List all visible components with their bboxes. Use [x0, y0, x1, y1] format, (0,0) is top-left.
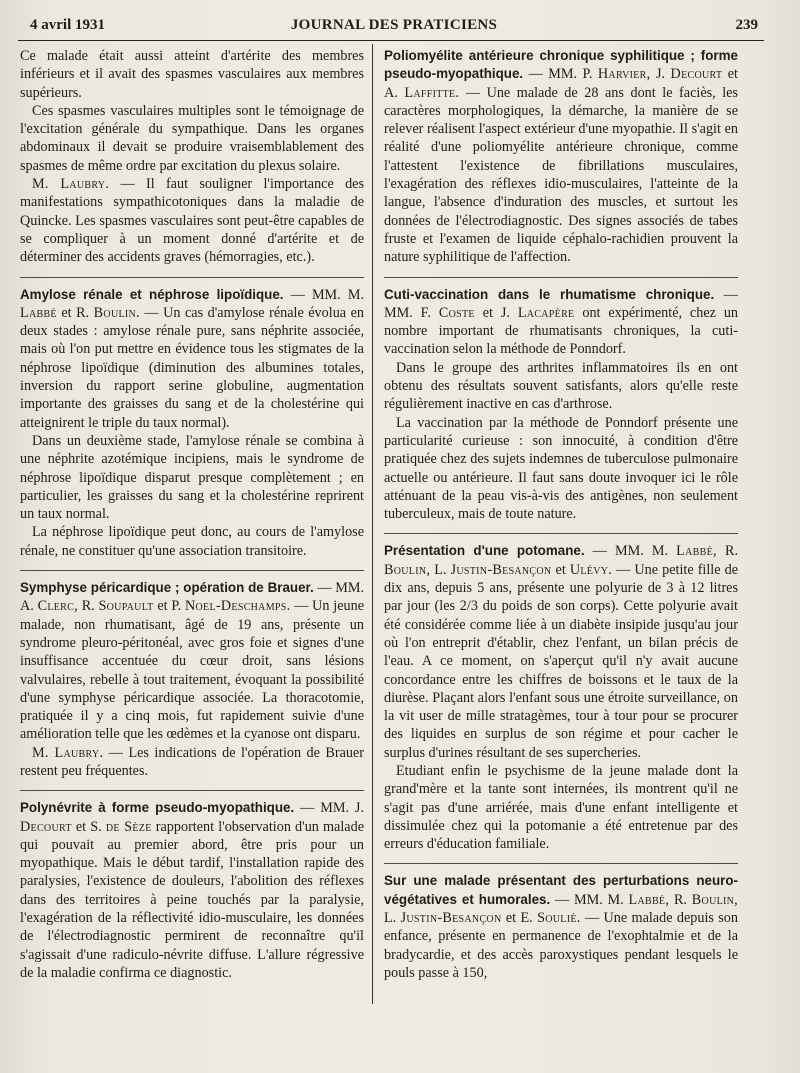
article-lead: Symphyse péricardique ; opération de Brauer. — MM. A. Clerc, R. Soupault et P. Noel-Deschamps. — Un jeune malade, non rhumatisant, âgé de 19 ans, présente un syndrome pleuro-péritonéal, avec gros foie et signes d'une insuffisance accentuée du cœur droit, sans lésions valvulaires, rebelle à tout traitement, évoquant la possibilité d'une symphyse péricardique associée. La thoracotomie, pratiquée il y a cinq mois, fut rapidement suivie d'une amélioration telle que les œdèmes et la cyanose ont disparu.: [20, 580, 365, 743]
author-name: Noel-Deschamps.: [184, 598, 291, 615]
article-poliomyelite: [384, 47, 738, 267]
article-title: Symphyse péricardique ; opération de Brauer.: [20, 580, 314, 596]
article-separator: [384, 277, 738, 278]
article-lead: Amylose rénale et néphrose lipoïdique. — MM. M. Labbé et R. Boulin. — Un cas d'amylose rénale évolua en deux stades : amylose rénale pure, sans néphrite associée, mais où l'on put mettre en évidence tous les stigmates de la néphrose lipoïdique (diminution des albumines totales, inversion du rapport serine globuline, augmentation importante des graisses du sang et de la cholestérine qui atteignirent le triple du taux normal).: [20, 286, 364, 431]
paragraph: M. Laubry. — Les indications de l'opération de Brauer restent peu fréquentes.: [20, 744, 365, 779]
article-symphyse: [20, 579, 364, 780]
article-separator: [20, 277, 364, 278]
article-title: Amylose rénale et néphrose lipoïdique.: [20, 286, 284, 302]
article-continued: [20, 47, 364, 267]
issue-date: 4 avril 1931: [30, 17, 105, 33]
author-name: Coste: [438, 304, 475, 321]
author-name: Laffitte.: [404, 84, 460, 101]
column-divider: [372, 44, 373, 1004]
author-name: de Sèze: [105, 818, 152, 835]
paragraph: Ce malade était aussi atteint d'artérite des membres inférieurs et il avait des spasmes vasculaires aux membres supérieurs.: [20, 48, 364, 101]
speaker-name: M. Laubry.: [32, 744, 104, 761]
journal-title: JOURNAL DES PRATICIENS: [290, 17, 498, 33]
article-lead: Poliomyélite antérieure chronique syphilitique ; forme pseudo-myopathique. — MM. P. Harvier, J. Decourt et A. Laffitte. — Une malade de 28 ans dont le faciès, les caractères morphologiques, la démarche, la manière de se relever réalisent l'aspect extérieur d'une myopathie. Il s'agit en réalité d'une poliomyélite antérieure chronique, comme l'attestent l'existence de fibrillations musculaires, l'exagération des réflexes idio-musculaires, l'atteinte de la langue, l'absence d'induration des muscles, et surtout les données de l'électrodiagnostic. Des signes associés de tabes fruste et l'examen de liquide céphalo-rachidien prouvent la nature syphilitique de l'affection.: [384, 48, 739, 266]
author-name: Boulin.: [93, 304, 140, 321]
left-column: [20, 47, 364, 992]
article-title: Cuti-vaccination dans le rhumatisme chronique.: [384, 286, 715, 302]
author-name: Boulin,: [384, 561, 431, 578]
author-name: Decourt: [670, 66, 723, 83]
author-name: Ulévy.: [569, 561, 613, 578]
paragraph: Etudiant enfin le psychisme de la jeune malade dont la grand'mère et la tante sont internées, ils montrent qu'il ne s'agit pas d'une arriérée, mais d'une enfant intelligente et dissimulée chez qui la potomanie a été entretenue par des erreurs d'éducation familiale.: [384, 762, 738, 853]
author-name: Labbé,: [628, 891, 670, 908]
paragraph: Dans le groupe des arthrites inflammatoires ils en ont obtenu des résultats souvent satisfants, alors qu'elle reste régulièrement inactive en cas d'arthrose.: [384, 359, 738, 413]
article-polynevrite: [20, 799, 364, 982]
author-name: Decourt: [20, 818, 72, 835]
article-title: Polynévrite à forme pseudo-myopathique.: [20, 800, 295, 816]
article-amylose: [20, 286, 364, 560]
paragraph: Ces spasmes vasculaires multiples sont le témoignage de l'excitation générale du sympathique. Dans les organes abdominaux il devait se produire vraisemblablement des spasmes de même ordre par excitation du plexus solaire.: [20, 102, 364, 174]
author-name: Boulin,: [691, 891, 738, 908]
article-title: Poliomyélite antérieure chronique syphilitique ; forme pseudo-myopathique.: [384, 48, 738, 82]
article-separator: [384, 863, 738, 864]
article-title: Sur une malade présentant des perturbations neuro-végétatives et humorales.: [384, 873, 738, 907]
article-title: Présentation d'une potomane.: [384, 543, 585, 559]
paragraph: La vaccination par la méthode de Ponndorf présente une particularité curieuse : son innocuité, à condition d'être pratiquée chez des sujets indemnes de tuberculose pulmonaire actuelle ou antérieure. Il faut sans doute invoquer ici le rôle atténuant de la peau vis-à-vis des antigènes, non seulement tuberculeux, mais de toute nature.: [384, 414, 738, 523]
paragraph: M. Laubry. — Il faut souligner l'importance des manifestations sympathicotoniques dans la maladie de Quincke. Les spasmes vasculaires sont peut-être capables de se compliquer à un moment donné d'artérite et de déterminer des accidents graves (hémorragies, etc.).: [20, 176, 364, 266]
author-name: Clerc,: [37, 598, 78, 615]
article-separator: [20, 570, 364, 571]
article-lead: Présentation d'une potomane. — MM. M. Labbé, R. Boulin, L. Justin-Besançon et Ulévy. — Une petite fille de dix ans, depuis 5 ans, présente une polyurie de 3 à 12 litres par jour (les 2/3 du poids de son corps). Cette polyurie avait été considérée comme liée à un diabète insipide jusqu'au jour où l'on entreprit d'établir, chez l'enfant, un bilan précis de l'eau. A ce moment, on s'aperçut qu'il n'y avait aucune concordance entre les chiffres de boissons et le taux de la diurèse. Plaçant alors l'enfant sous une étroite surveillance, on la vit user de mille stratagèmes, tour à tour pour se procurer des liquides en surplus de son régime et pour cacher le surplus d'urines résultant de ses supercheries.: [384, 543, 738, 761]
right-column: [384, 47, 738, 992]
page-number: 239: [735, 17, 758, 33]
article-separator: [20, 790, 364, 791]
author-name: Harvier,: [597, 66, 651, 83]
header-rule: [18, 40, 764, 41]
author-name: Labbé,: [676, 543, 717, 560]
article-potomane: [384, 542, 738, 853]
author-name: Soulié.: [537, 910, 581, 927]
author-name: Lacapère: [517, 304, 575, 321]
article-cuti-vaccination: [384, 286, 738, 524]
article-lead: Sur une malade présentant des perturbations neuro-végétatives et humorales. — MM. M. Labbé, R. Boulin, L. Justin-Besançon et E. Soulié. — Une malade depuis son enfance, présente en permanence de l'exophtalmie et de la bradycardie, et des accès paroxystiques pendant lesquels le pouls passe à 150,: [384, 873, 738, 981]
author-name: Justin-Besançon: [450, 561, 552, 578]
running-head: [30, 17, 758, 39]
author-name: Soupault: [98, 598, 154, 615]
article-separator: [384, 533, 738, 534]
author-name: Justin-Besançon: [400, 910, 502, 927]
author-name: Labbé: [20, 304, 57, 321]
article-lead: Polynévrite à forme pseudo-myopathique. — MM. J. Decourt et S. de Sèze rapportent l'observation d'un malade qui pouvait au premier abord, être pris pour un myopathique. Mais le début tardif, l'installation rapide des paralysies, l'existence de douleurs, l'abolition des réflexes dans des territoires à peine touchés par la paralysie, l'exagération de la réflectivité idio-musculaire, les données de l'électrodiagnostic permirent de reconnaître qu'il s'agissait d'une radiculo-névrite diffuse. L'allure régressive de la maladie confirma ce diagnostic.: [20, 800, 364, 981]
paragraph: La néphrose lipoïdique peut donc, au cours de l'amylose rénale, ne constituer qu'une association transitoire.: [20, 524, 364, 559]
article-lead: Cuti-vaccination dans le rhumatisme chronique. — MM. F. Coste et J. Lacapère ont expérimenté, chez un nombre important de rhumatisants chroniques, la cuti-vaccination selon la méthode de Ponndorf.: [384, 286, 739, 358]
article-neuro-vegetatives: [384, 872, 738, 982]
paragraph: Dans un deuxième stade, l'amylose rénale se combina à une néphrite azotémique incipiens, mais le syndrome de néphrose lipoïdique disparut presque complètement ; en particulier, les graisses du sang et la cholestérine reprirent un taux normal.: [20, 432, 364, 523]
speaker-name: M. Laubry.: [32, 176, 110, 193]
